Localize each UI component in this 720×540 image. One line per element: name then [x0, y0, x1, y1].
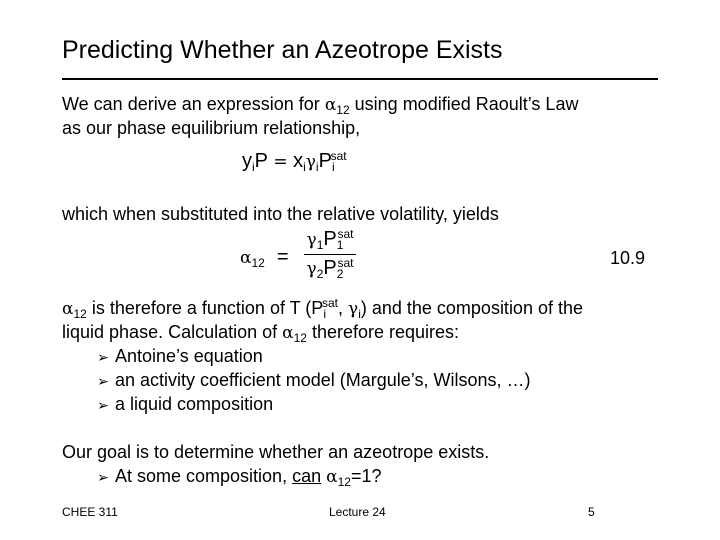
- fraction-bar: [304, 254, 356, 255]
- can-emphasis: can: [292, 466, 322, 486]
- relative-volatility-fraction: [304, 228, 356, 281]
- arrow-bullet-icon: ➢: [97, 398, 109, 414]
- bullet-antoine: ➢ Antoine’s equation: [97, 344, 263, 370]
- function-line-2: liquid phase. Calculation of $\alpha_{12}$ therefore requires:: [62, 322, 460, 345]
- footer-lecture: Lecture 24: [329, 505, 386, 519]
- substitution-text: which when substituted into the relative volatility, yields: [62, 204, 499, 224]
- arrow-bullet-icon: ➢: [97, 470, 109, 486]
- footer-page-number: 5: [588, 505, 595, 519]
- function-line-1: $\alpha_{12}$ is therefore a function of T ($P_i^{sat}$, $\gamma_i$) and the composition of the: [62, 296, 583, 321]
- title-divider: [62, 78, 658, 80]
- bullet-liquid-composition: ➢ a liquid composition: [97, 392, 273, 418]
- raoult-equation: $y_iP = x_i\gamma_iP_i^{sat}$: [242, 149, 347, 174]
- goal-text: Our goal is to determine whether an azeotrope exists.: [62, 442, 490, 462]
- arrow-bullet-icon: ➢: [97, 374, 109, 390]
- slide-title: Predicting Whether an Azeotrope Exists: [62, 36, 503, 64]
- fraction-numerator: $\gamma_1P_1^{sat}$: [306, 227, 354, 252]
- fraction-denominator: $\gamma_2P_2^{sat}$: [306, 256, 354, 282]
- relative-volatility-lhs: $\alpha_{12}$ =: [240, 246, 289, 270]
- bullet-activity-model: ➢ an activity coefficient model (Margule’s, Wilsons, …): [97, 368, 531, 394]
- alpha-symbol: α: [324, 95, 337, 115]
- bullet-goal-question: ➢ At some composition, can $\alpha_{12}=1$?: [97, 466, 382, 489]
- footer-course: CHEE 311: [62, 505, 118, 519]
- arrow-bullet-icon: ➢: [97, 350, 109, 366]
- intro-line-2: as our phase equilibrium relationship,: [62, 118, 361, 138]
- equation-number: 10.9: [610, 248, 646, 268]
- intro-line-1: We can derive an expression for $\alpha_{12}$ using modified Raoult’s Law: [62, 94, 579, 117]
